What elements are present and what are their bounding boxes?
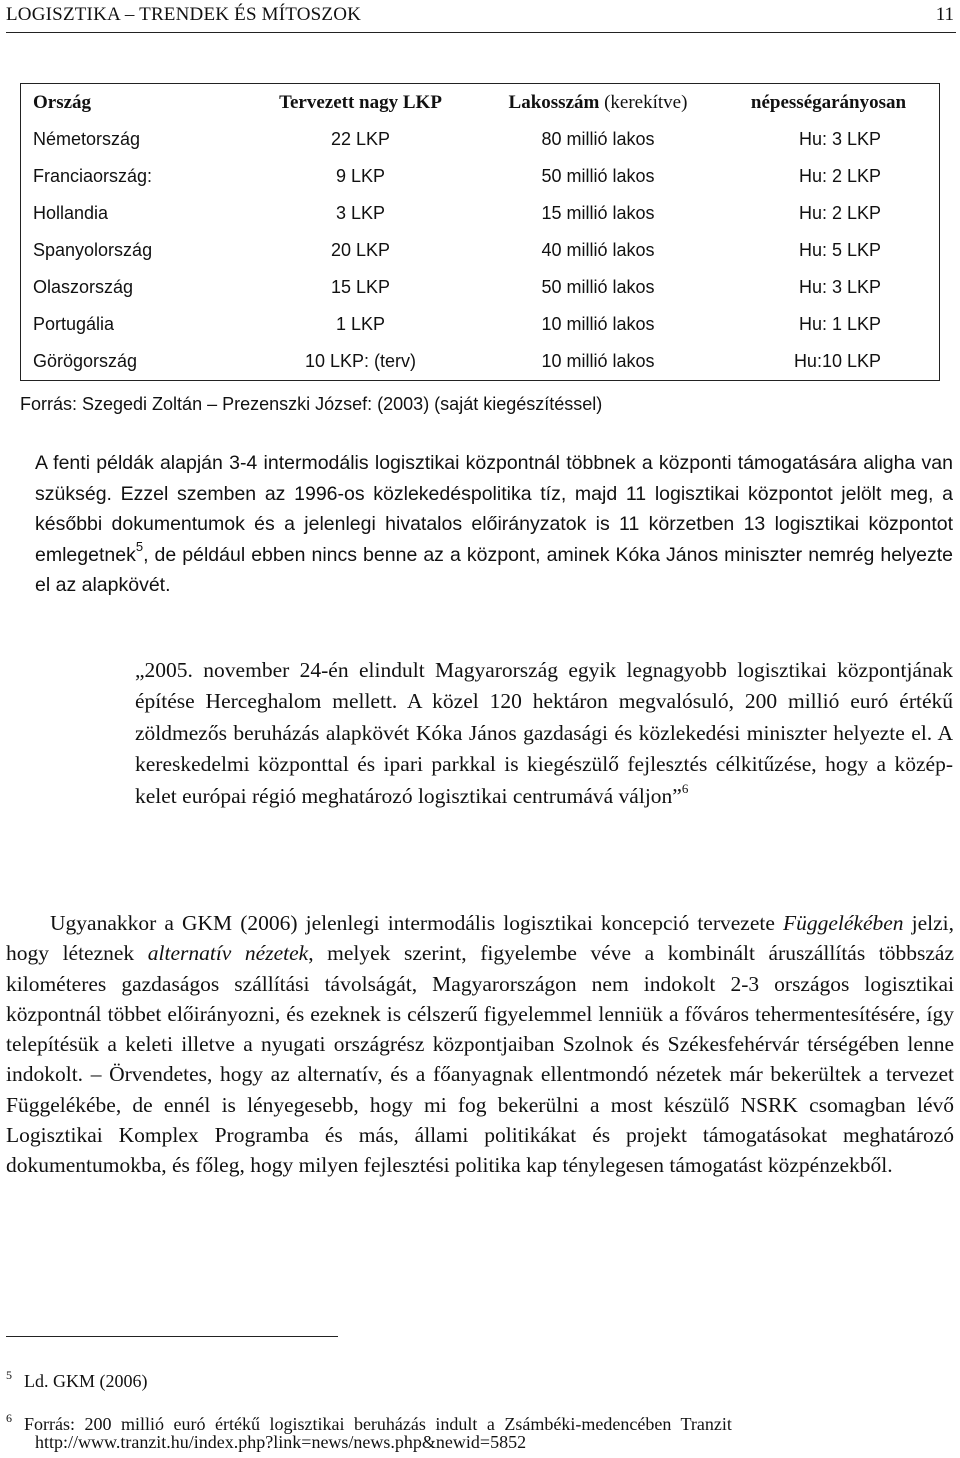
cell-population: 10 millió lakos <box>541 351 655 371</box>
cell-planned: 20 LKP <box>330 240 391 260</box>
cell-planned: 15 LKP <box>330 277 391 297</box>
table-row <box>21 343 940 381</box>
cell-proportional: Hu: 3 LKP <box>798 277 881 297</box>
cell-country: Portugália <box>33 314 115 334</box>
footnote-5: 5 Ld. GKM (2006) <box>6 1368 148 1391</box>
italic-alternative-views: alternatív nézetek <box>147 941 309 966</box>
table-source-note: Forrás: Szegedi Zoltán – Prezenszki József: (2003) (saját kiegészítéssel) <box>20 394 603 414</box>
cell-country: Olaszország <box>33 277 134 297</box>
footnote-6: 6 Forrás: 200 millió euró értékű logisztikai beruházás indult a Zsámbéki-medencében Tranzit <box>6 1411 732 1434</box>
table-row <box>21 158 940 195</box>
cell-population: 50 millió lakos <box>541 277 655 297</box>
cell-population: 15 millió lakos <box>541 203 655 223</box>
cell-population: 80 millió lakos <box>541 129 655 149</box>
cell-planned: 10 LKP: (terv) <box>304 351 417 371</box>
footnote-ref-6: 6 <box>681 780 689 796</box>
cell-planned: 22 LKP <box>330 129 391 149</box>
cell-proportional: Hu: 1 LKP <box>798 314 881 334</box>
cell-planned: 9 LKP <box>335 166 386 186</box>
cell-country: Hollandia <box>33 203 109 223</box>
italic-appendix: Függelékében <box>782 911 904 935</box>
cell-country: Németország <box>33 129 141 149</box>
table-row <box>21 232 940 269</box>
col-header-country: Ország <box>33 92 92 113</box>
footnote-divider <box>6 1336 338 1337</box>
cell-population: 10 millió lakos <box>541 314 655 334</box>
cell-country: Franciaország: <box>33 166 153 186</box>
col-header-proportional: népességarányosan <box>750 92 907 113</box>
cell-proportional: Hu: 5 LKP <box>798 240 881 260</box>
footnote-ref-5: 5 <box>135 538 144 554</box>
cell-country: Spanyolország <box>33 240 153 260</box>
col-header-planned: Tervezett nagy LKP <box>279 92 442 113</box>
cell-population: 40 millió lakos <box>541 240 655 260</box>
cell-proportional: Hu: 3 LKP <box>798 129 881 149</box>
table-row <box>21 121 940 158</box>
cell-proportional: Hu: 2 LKP <box>798 203 881 223</box>
table-row <box>21 269 940 306</box>
paragraph-main: Ugyanakkor a GKM (2006) jelenlegi intermodális logisztikai koncepció tervezete Függelékében jelzi, hogy léteznek alternatív nézetek, melyek szerint, figyelembe véve a kombinált áruszállítás többszáz kilométeres gazdaságos szállítási távolságát, Magyarországon nem indokolt 2-3 országos logisztikai központnál többet előirányozni, és ezeknek is célszerű figyelemmel lenniük a főváros tehermentesítésére, így telepítésük a keleti illetve a nyugati országrész központjaiban Szolnok és Székesfehérvár térségében lenne indokolt. – Örvendetes, hogy az alternatív, és a főanyagnak ellentmondó nézetek már bekerültek a tervezet Függelékébe, de ennél is lényegesebb, hogy mi fog bekerülni a most készülő NSRK csomagban lévő Logisztikai Komplex Programba és más, állami politikákat és projekt támogatásokat meghatározó dokumentumokba, és főleg, hogy milyen fejlesztési politika kap ténylegesen támogatást közpénzekből. <box>6 911 955 1178</box>
table-row <box>21 306 940 343</box>
page-number: 11 <box>935 4 954 25</box>
col-header-population: Lakosszám (kerekítve) <box>508 92 688 113</box>
running-header <box>6 2 956 33</box>
footnote-6-url[interactable]: http://www.tranzit.hu/index.php?link=news/news.php&newid=5852 <box>35 1432 527 1452</box>
cell-country: Görögország <box>33 351 138 371</box>
table-header-row <box>21 84 940 122</box>
cell-proportional: Hu: 2 LKP <box>798 166 881 186</box>
header-title: LOGISZTIKA – TRENDEK ÉS MÍTOSZOK <box>6 4 362 25</box>
cell-planned: 3 LKP <box>335 203 386 223</box>
table-row <box>21 195 940 232</box>
cell-population: 50 millió lakos <box>541 166 655 186</box>
quote-block: „2005. november 24-én elindult Magyarország egyik legnagyobb logisztikai központjának építése Herceghalom mellett. A közel 120 hektáron megvalósuló, 200 millió euró értékű zöldmezős beruházás alapkövét Kóka János gazdasági és közlekedési miniszter helyezte el. A kereskedelmi központtal és ipari parkkal is kiegészülő fejlesztés célkitűzése, hogy a közép-kelet európai régió meghatározó logisztikai centrumává váljon”$^6$ <box>135 658 953 808</box>
cell-planned: 1 LKP <box>335 314 386 334</box>
paragraph-intro: A fenti példák alapján 3-4 intermodális logisztikai központnál többnek a központi támogatására aligha van szükség. Ezzel szemben az 1996-os közlekedéspolitika tíz, majd 11 logisztikai központot jelölt meg, a későbbi dokumentumok és a jelenlegi hivatalos előirányzatok is 11 körzetben 13 logisztikai központot emlegetnek$^5$, de például ebben nincs benne az a központ, aminek Kóka János miniszter nemrég helyezte el az alapkövét. <box>35 452 953 596</box>
cell-proportional: Hu:10 LKP <box>793 351 881 371</box>
logistics-centers-table <box>20 83 940 381</box>
